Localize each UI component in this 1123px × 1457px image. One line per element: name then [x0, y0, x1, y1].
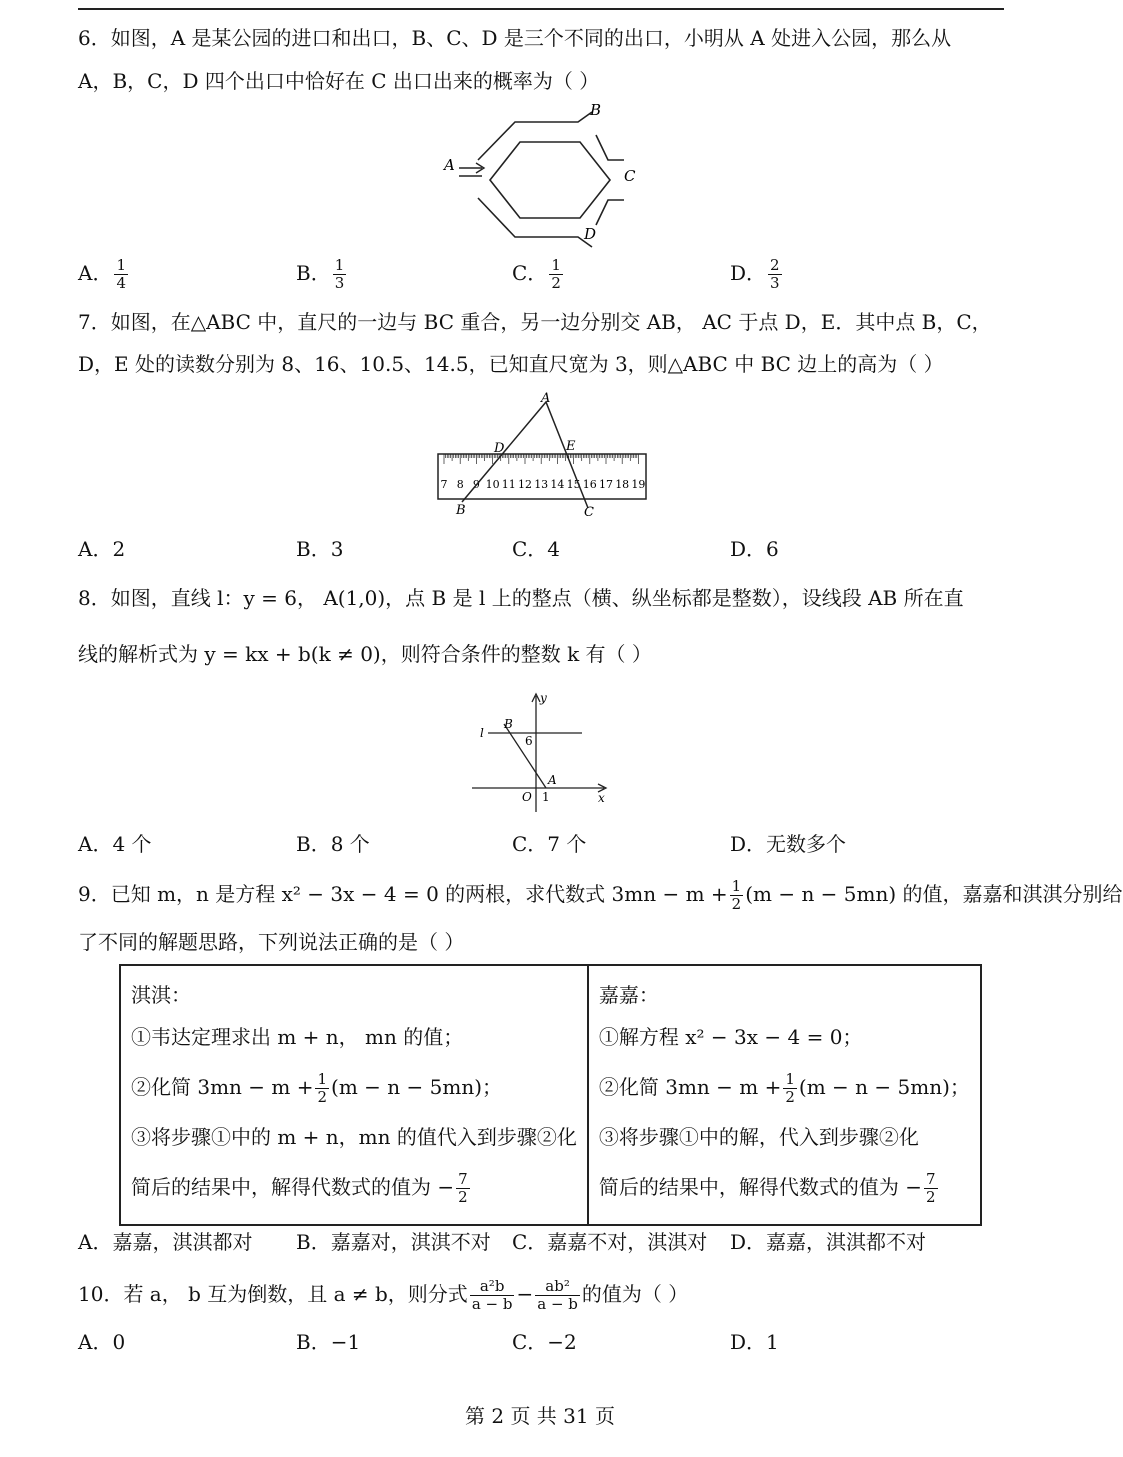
q8-stem-line1: 8．如图，直线 l：y = 6， A(1,0)，点 B 是 l 上的整点（横、纵坐标都是整数），设线段 AB 所在直	[78, 586, 964, 610]
ruler-number: 14	[550, 478, 565, 491]
jiajia-step2: ②化简 3mn − m + $\frac{1}{2}$ (m − n − 5mn)；	[598, 1070, 970, 1106]
qiqi-step2: ②化简 3mn − m + $\frac{1}{2}$ (m − n − 5mn)；	[131, 1070, 502, 1106]
jiajia-step1: ①解方程 x² − 3x − 4 = 0；	[598, 1025, 863, 1049]
fig8-label-a: A	[548, 773, 557, 787]
fig7-label-b: B	[456, 503, 466, 518]
q10-option-d: D．1	[730, 1330, 779, 1354]
fig8-label-one: 1	[542, 790, 550, 804]
ruler-number: 15	[566, 478, 581, 491]
ruler-number: 16	[582, 478, 597, 491]
fig8-label-y: y	[540, 691, 547, 705]
fig7-label-c: C	[584, 505, 594, 520]
fig8-label-x: x	[598, 791, 605, 805]
q8-option-d: D．无数多个	[730, 832, 847, 856]
ruler-numbers	[441, 478, 646, 491]
q6-option-b: B． $\frac{1}{3}$	[296, 256, 345, 292]
fig7-label-a: A	[541, 391, 551, 406]
qiqi-step3: ③将步骤①中的 m + n，mn 的值代入到步骤②化	[131, 1125, 577, 1149]
q7-option-c: C．4	[512, 537, 561, 561]
q9-option-c: C．嘉嘉不对，淇淇对	[512, 1230, 708, 1254]
page-footer: 第 2 页 共 31 页	[465, 1404, 615, 1428]
ruler-number: 19	[631, 478, 646, 491]
fig7-label-d: D	[494, 441, 505, 456]
jiajia-step3: ③将步骤①中的解，代入到步骤②化	[598, 1125, 919, 1149]
q7-option-a: A．2	[78, 537, 126, 561]
q8-option-c: C．7 个	[512, 832, 587, 856]
q10-option-b: B．−1	[296, 1330, 361, 1354]
q7-stem-line2: D，E 处的读数分别为 8、16、10.5、14.5，已知直尺宽为 3，则△ABC 中 BC 边上的高为（ ）	[78, 352, 944, 376]
q7-option-b: B．3	[296, 537, 344, 561]
top-rule	[78, 8, 1004, 10]
jiajia-title: 嘉嘉：	[598, 983, 659, 1007]
jiajia-step4: 简后的结果中，解得代数式的值为 − $\frac{7}{2}$	[598, 1170, 936, 1206]
fig8-label-o: O	[522, 790, 532, 804]
ruler-ticks	[444, 454, 638, 464]
fig6-label-b: B	[590, 101, 602, 119]
fig8-label-l: l	[480, 726, 484, 740]
coordinate-figure	[470, 690, 620, 815]
qiqi-column	[120, 965, 588, 1225]
q6-stem-line2: A，B，C，D 四个出口中恰好在 C 出口出来的概率为（ ）	[78, 69, 600, 93]
q10-option-c: C．−2	[512, 1330, 577, 1354]
ruler-number: 18	[615, 478, 630, 491]
q7-stem-line1: 7．如图，在△ABC 中，直尺的一边与 BC 重合，另一边分别交 AB， AC 于点 D，E．其中点 B，C，	[78, 310, 992, 334]
ruler-number: 8	[456, 478, 464, 491]
ruler-number: 10	[485, 478, 500, 491]
fig7-label-e: E	[566, 439, 576, 454]
ruler-number: 11	[501, 478, 516, 491]
ruler-number: 17	[599, 478, 613, 491]
q9-option-b: B．嘉嘉对，淇淇不对	[296, 1230, 491, 1254]
q8-option-a: A．4 个	[78, 832, 152, 856]
fig6-label-c: C	[624, 167, 636, 185]
ruler-number: 9	[472, 478, 480, 491]
qiqi-step4: 简后的结果中，解得代数式的值为 − $\frac{7}{2}$	[131, 1170, 468, 1206]
q7-option-d: D．6	[730, 537, 779, 561]
q6-option-d: D． $\frac{2}{3}$	[730, 256, 780, 292]
qiqi-step1: ①韦达定理求出 m + n， mn 的值；	[131, 1025, 464, 1049]
fig6-label-a: A	[444, 156, 455, 174]
fig6-label-d: D	[584, 225, 597, 243]
q10-stem: 10．若 a， b 互为倒数，且 a ≠ b，则分式 $\frac{\text{a²b}}{a - b}$ − $\frac{\text{ab²}}{a - b}$ 的值为（ ）	[78, 1277, 689, 1313]
q8-stem-line2: 线的解析式为 y = kx + b(k ≠ 0)，则符合条件的整数 k 有（ ）	[78, 642, 652, 666]
q6-option-c: C． $\frac{1}{2}$	[512, 256, 561, 292]
fig8-label-six: 6	[525, 734, 533, 748]
q10-option-a: A．0	[78, 1330, 126, 1354]
solution-comparison-table	[119, 964, 982, 1226]
ruler-number: 12	[518, 478, 532, 491]
q8-option-b: B．8 个	[296, 832, 370, 856]
jiajia-column	[588, 965, 981, 1225]
q9-option-a: A．嘉嘉，淇淇都对	[78, 1230, 253, 1254]
fig8-label-b: B	[504, 717, 513, 731]
ruler-number: 7	[440, 478, 448, 491]
q6-option-a: A． $\frac{1}{4}$	[78, 256, 126, 292]
ruler-triangle-figure	[430, 390, 655, 520]
q6-stem-line1: 6．如图，A 是某公园的进口和出口，B、C、D 是三个不同的出口，小明从 A 处进入公园，那么从	[78, 26, 952, 50]
ruler-number: 13	[534, 478, 549, 491]
q9-option-d: D．嘉嘉，淇淇都不对	[730, 1230, 927, 1254]
q9-stem-line2: 了不同的解题思路，下列说法正确的是（ ）	[78, 930, 465, 954]
qiqi-title: 淇淇：	[131, 983, 191, 1007]
park-hexagon-figure	[438, 100, 648, 245]
q9-stem-line1: 9．已知 m，n 是方程 x² − 3x − 4 = 0 的两根，求代数式 3mn − m + $\frac{1}{2}$ (m − n − 5mn) 的值，嘉嘉和淇淇分别给	[78, 877, 1123, 913]
